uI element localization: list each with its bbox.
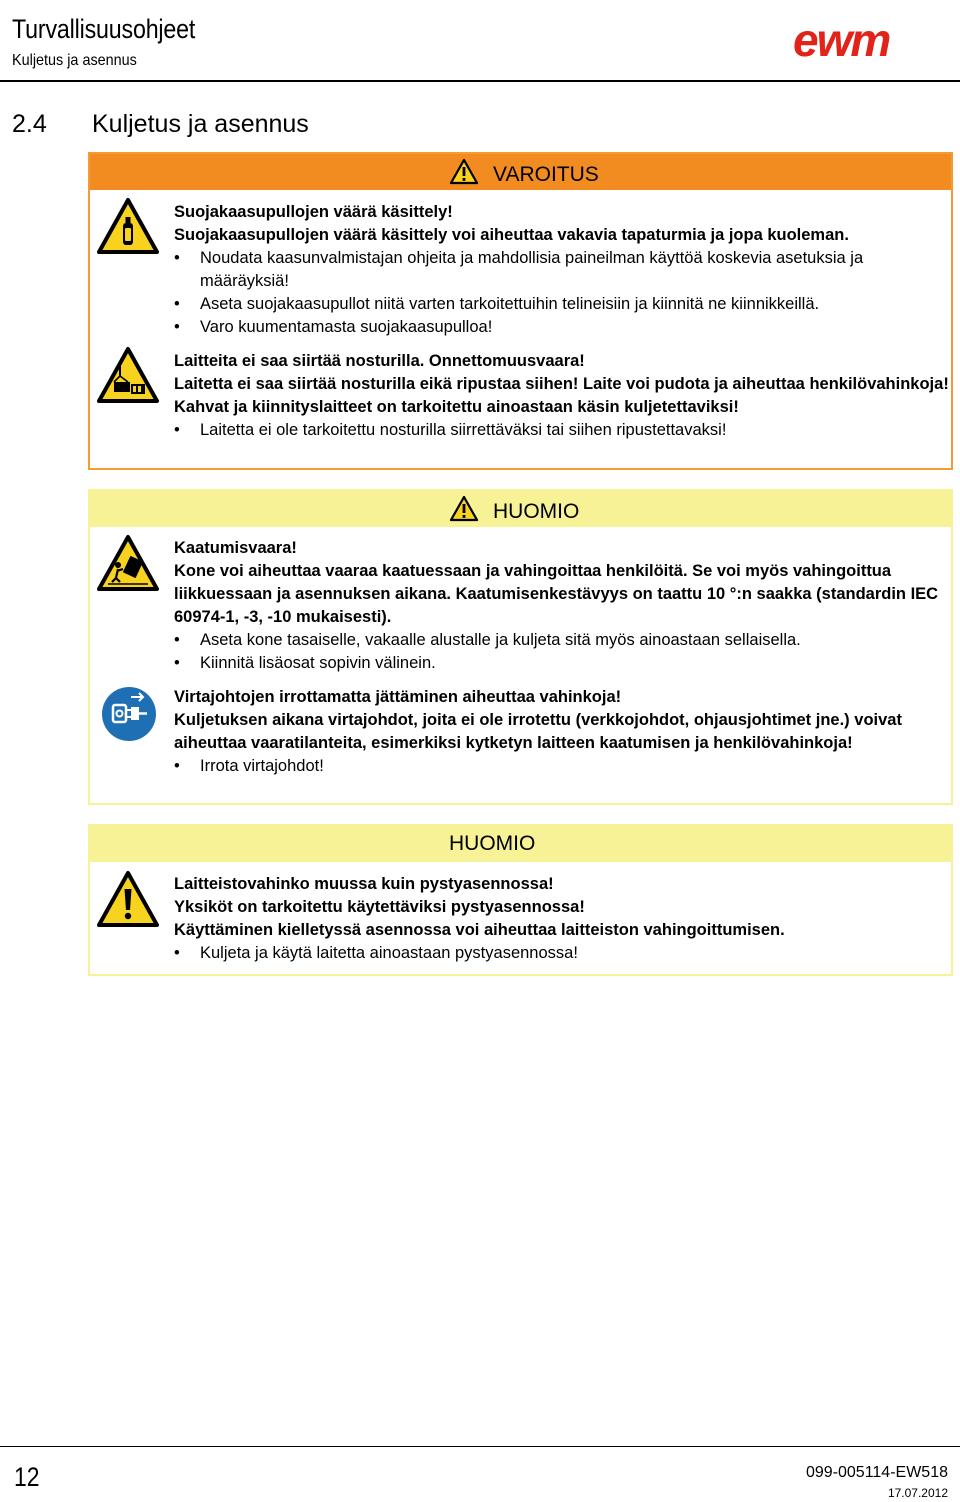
notice-signal-1: [449, 495, 579, 524]
warning-gas-headline: Suojakaasupullojen väärä käsittely!: [174, 203, 453, 221]
notice-position-headline: Laitteistovahinko muussa kuin pystyasennossa!: [174, 875, 554, 893]
footer-rule: [0, 1446, 960, 1447]
general-warning-icon: [96, 870, 160, 928]
warning-triangle-icon: [449, 495, 479, 522]
notice-block-tipping: [174, 537, 952, 675]
notice-position-list: [174, 942, 952, 965]
list-item: • Kiinnitä lisäosat sopivin välinein.: [174, 652, 952, 675]
warning-signal-word: VAROITUS: [493, 163, 599, 186]
suspended-load-warning-icon: [96, 346, 160, 404]
warning-gas-description: Suojakaasupullojen väärä käsittely voi aiheuttaa vakavia tapaturmia ja jopa kuoleman.: [174, 226, 849, 244]
warning-crane-description: Laitetta ei saa siirtää nosturilla eikä ripustaa siihen! Laite voi pudota ja aiheuttaa henkilövahinkoja! Kahvat ja kiinnityslaitteet on tarkoitettu ainoastaan käsin kuljetettaviksi!: [174, 375, 949, 416]
notice-block-cables: [174, 686, 952, 778]
section-number: 2.4: [12, 110, 47, 138]
list-item: • Noudata kaasunvalmistajan ohjeita ja mahdollisia paineilman käyttöä koskevia asetuksia ja määräyksiä!: [174, 247, 952, 293]
disconnect-plug-icon: [101, 686, 157, 742]
warning-block-gas: [174, 201, 952, 339]
list-item: • Irrota virtajohdot!: [174, 755, 952, 778]
page-number: 12: [14, 1462, 40, 1492]
list-item: • Aseta suojakaasupullot niitä varten tarkoitettuihin telineisiin ja kiinnitä ne kiinnikkeillä.: [174, 293, 952, 316]
notice-signal-word-2: HUOMIO: [449, 832, 536, 855]
document-number: 099-005114-EW518: [805, 1464, 948, 1481]
document-date: 17.07.2012: [887, 1486, 948, 1500]
notice-cables-description: Kuljetuksen aikana virtajohdot, joita ei ole irrotettu (verkkojohdot, ohjausjohtimet jne.) voivat aiheuttaa vaaratilanteita, esimerkiksi kytketyn laitteen kaatumisen ja henkilövahinkoja!: [174, 711, 902, 752]
notice-tipping-description: Kone voi aiheuttaa vaaraa kaatuessaan ja vahingoittaa henkilöitä. Se voi myös vahingoittua liikkuessaan ja asennuksen aikana. Kaatumisenkestävyys on taattu 10 °:n saakka (standardin IEC 60974-1, -3, -10 mukaisesti).: [174, 562, 939, 626]
section-heading: [12, 110, 309, 139]
gas-cylinder-warning-icon: [96, 197, 160, 255]
warning-signal: [449, 158, 599, 187]
document-title: Turvallisuusohjeet: [12, 14, 196, 44]
warning-crane-headline: Laitteita ei saa siirtää nosturilla. Onnettomuusvaara!: [174, 352, 585, 370]
notice-signal-2: [449, 832, 535, 856]
list-item: • Varo kuumentamasta suojakaasupulloa!: [174, 316, 952, 339]
list-item: • Laitetta ei ole tarkoitettu nosturilla siirrettäväksi tai siihen ripustettavaksi!: [174, 419, 952, 442]
warning-block-crane: [174, 350, 952, 442]
ewm-logo: [793, 20, 938, 60]
list-item: • Aseta kone tasaiselle, vakaalle alustalle ja kuljeta sitä myös ainoastaan sellaisella.: [174, 629, 952, 652]
logo-text: ewm: [793, 20, 890, 60]
notice-tipping-headline: Kaatumisvaara!: [174, 539, 297, 557]
warning-crane-list: [174, 419, 952, 442]
tipping-hazard-icon: [96, 534, 160, 592]
notice-block-position: [174, 873, 952, 965]
list-item: • Kuljeta ja käytä laitetta ainoastaan pystyasennossa!: [174, 942, 952, 965]
notice-position-line-3: Käyttäminen kielletyssä asennossa voi aiheuttaa laitteiston vahingoittumisen.: [174, 921, 785, 939]
notice-position-line-2: Yksiköt on tarkoitettu käytettäviksi pystyasennossa!: [174, 898, 585, 916]
warning-triangle-icon: [449, 158, 479, 185]
notice-signal-word-1: HUOMIO: [493, 500, 580, 523]
notice-cables-headline: Virtajohtojen irrottamatta jättäminen aiheuttaa vahinkoja!: [174, 688, 622, 706]
notice-tipping-list: [174, 629, 952, 675]
document-subtitle: Kuljetus ja asennus: [12, 52, 137, 69]
notice-cables-list: [174, 755, 952, 778]
header-rule: [0, 80, 960, 82]
warning-gas-list: [174, 247, 952, 339]
section-title: Kuljetus ja asennus: [92, 110, 309, 138]
